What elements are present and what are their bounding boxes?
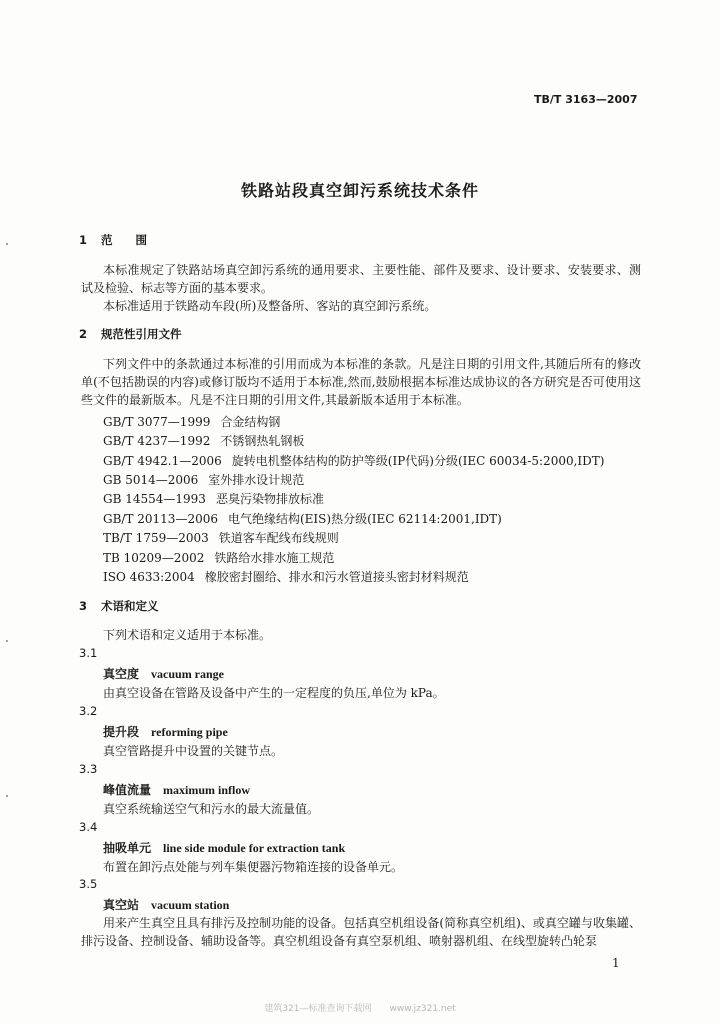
reference-code: TB 10209—2002 (103, 551, 205, 565)
reference-item (103, 471, 304, 488)
section-number: 2 (79, 327, 88, 341)
reference-name: 铁道客车配线布线规则 (218, 531, 339, 545)
term-english: vacuum range (151, 667, 225, 681)
section-title: 术语和定义 (101, 599, 159, 613)
section-title: 规范性引用文件 (101, 327, 182, 341)
reference-item (103, 529, 339, 546)
term-heading (103, 723, 228, 740)
term-definition: 布置在卸污点处能与列车集便器污物箱连接的设备单元。 (103, 860, 404, 874)
section-3-paragraph: 下列术语和定义适用于本标准。 (103, 628, 272, 642)
section-2-heading (79, 326, 182, 342)
term-english: vacuum station (151, 898, 230, 912)
reference-name: 旋转电机整体结构的防护等级(IP代码)分级(IEC 60034-5:2000,IDT) (231, 454, 605, 468)
standard-code: TB/T 3163—2007 (534, 93, 638, 106)
reference-item (103, 549, 334, 566)
term-chinese: 提升段 (103, 725, 140, 739)
term-heading (103, 665, 224, 682)
term-definition: 真空管路提升中设置的关键节点。 (103, 744, 284, 758)
section-1-paragraph-2: 本标准适用于铁路动车段(所)及整备所、客站的真空卸污系统。 (103, 299, 437, 313)
reference-item (103, 568, 469, 585)
page-number: 1 (612, 956, 620, 970)
reference-name: 室外排水设计规范 (208, 473, 305, 487)
section-number: 3 (79, 599, 88, 613)
document-title: 铁路站段真空卸污系统技术条件 (240, 181, 479, 200)
reference-item (103, 490, 324, 507)
reference-item (103, 432, 304, 449)
reference-name: 铁路给水排水施工规范 (214, 551, 335, 565)
term-definition: 由真空设备在管路及设备中产生的一定程度的负压,单位为 kPa。 (103, 686, 445, 700)
reference-name: 恶臭污染物排放标准 (215, 492, 324, 506)
term-number: 3.5 (79, 877, 98, 891)
reference-code: GB/T 4942.1—2006 (103, 454, 222, 468)
reference-item (103, 452, 604, 469)
section-1-paragraph-1: 本标准规定了铁路站场真空卸污系统的通用要求、主要性能、部件及要求、设计要求、安装要求、测试及检验、标志等方面的基本要求。 (81, 263, 641, 295)
term-heading (103, 781, 250, 798)
reference-code: GB/T 4237—1992 (103, 434, 211, 448)
term-number: 3.4 (79, 820, 98, 834)
reference-code: GB/T 20113—2006 (103, 512, 218, 526)
term-chinese: 峰值流量 (103, 783, 152, 797)
reference-code: GB 5014—2006 (103, 473, 199, 487)
reference-name: 橡胶密封圈给、排水和污水管道接头密封材料规范 (204, 570, 469, 584)
reference-name: 不锈钢热轧钢板 (220, 434, 305, 448)
reference-item (103, 413, 280, 430)
term-heading (103, 839, 345, 856)
reference-code: TB/T 1759—2003 (103, 531, 209, 545)
reference-name: 电气绝缘结构(EIS)热分级(IEC 62114:2001,IDT) (227, 512, 502, 526)
term-english: maximum inflow (163, 783, 251, 797)
term-definition: 用来产生真空且具有排污及控制功能的设备。包括真空机组设备(简称真空机组)、或真空罐与收集罐、排污设备、控制设备、辅助设备等。真空机组设备有真空泵机组、喷射器机组、在线型旋转凸轮泵 (81, 916, 641, 948)
watermark-footer: 建筑321—标准查询下载网 www.jz321.net (264, 1004, 456, 1014)
term-definition: 真空系统输送空气和污水的最大流量值。 (103, 802, 320, 816)
reference-code: ISO 4633:2004 (103, 570, 195, 584)
term-chinese: 抽吸单元 (103, 841, 152, 855)
section-3-heading (79, 598, 159, 614)
reference-name: 合金结构钢 (220, 415, 281, 429)
section-title: 范 围 (101, 233, 147, 247)
term-chinese: 真空度 (103, 667, 140, 681)
term-english: reforming pipe (151, 725, 228, 739)
term-chinese: 真空站 (103, 898, 140, 912)
section-number: 1 (79, 233, 88, 247)
term-heading (103, 896, 229, 913)
reference-code: GB/T 3077—1999 (103, 415, 211, 429)
term-number: 3.1 (79, 646, 98, 660)
reference-item (103, 510, 502, 527)
term-english: line side module for extraction tank (163, 841, 346, 855)
term-number: 3.3 (79, 762, 98, 776)
section-2-paragraph: 下列文件中的条款通过本标准的引用而成为本标准的条款。凡是注日期的引用文件,其随后所有的修改单(不包括勘误的内容)或修订版均不适用于本标准,然而,鼓励根据本标准达成协议的各方研究是否可使用这些文件的最新版本。凡是不注日期的引用文件,其最新版本适用于本标准。 (81, 357, 641, 407)
section-1-heading (79, 232, 147, 248)
reference-code: GB 14554—1993 (103, 492, 206, 506)
term-number: 3.2 (79, 704, 98, 718)
